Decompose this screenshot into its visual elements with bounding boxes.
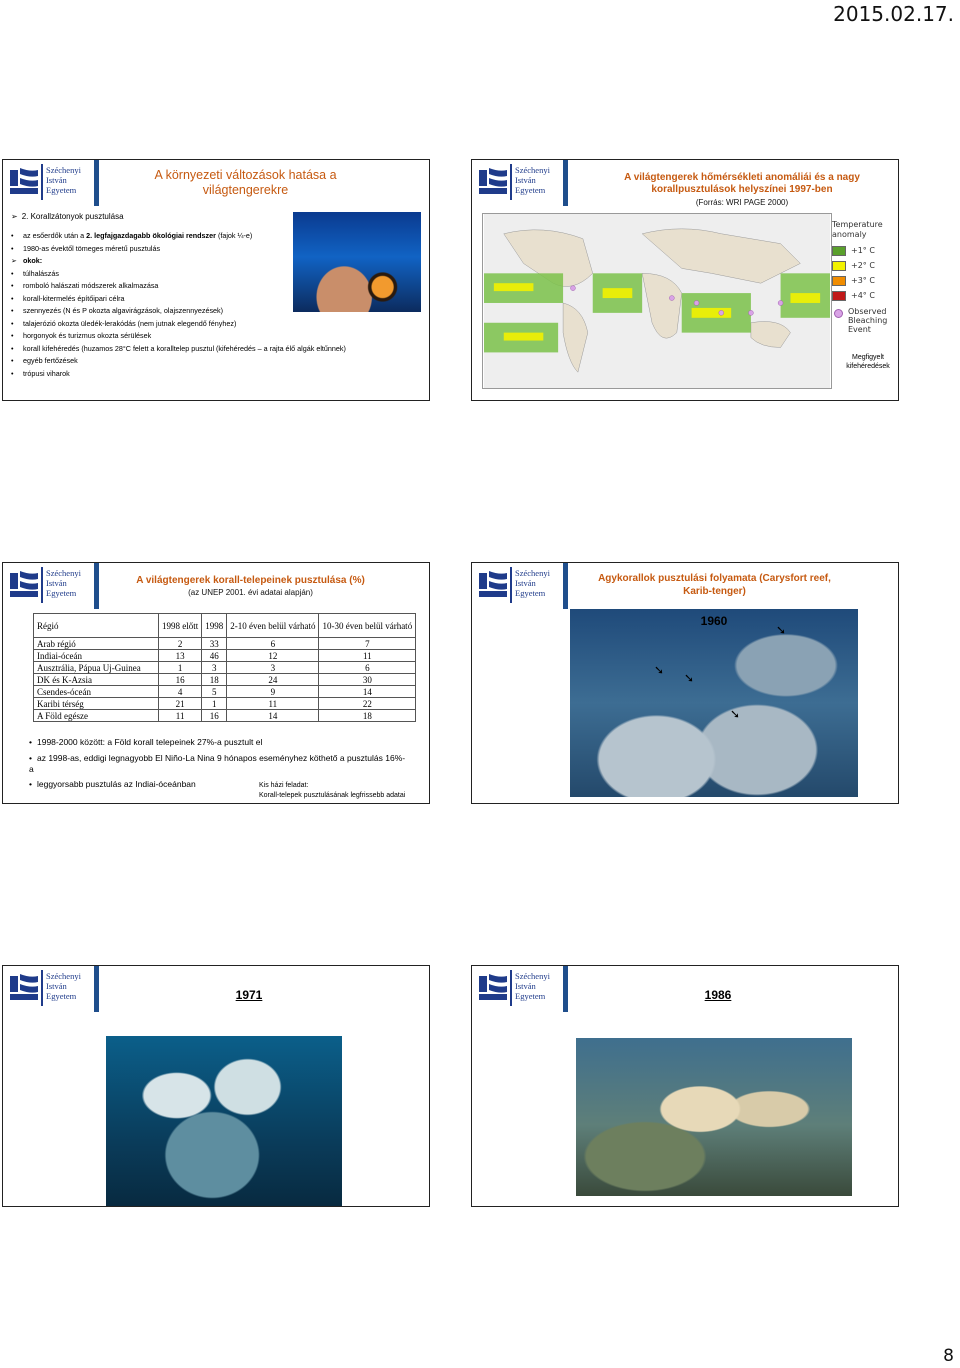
slide-title: A világtengerek hőmérsékleti anomáliái és a nagy korallpusztulások helyszínei 1997-ben	[624, 172, 860, 195]
threat-list-item: • trópusi viharok	[11, 368, 346, 381]
slide-title: 1986	[704, 988, 732, 1002]
side-bar	[563, 563, 568, 609]
legend-item: +4° C	[832, 288, 896, 303]
table-cell: 46	[202, 650, 227, 662]
table-cell: Csendes-óceán	[34, 686, 159, 698]
threat-list-item: • egyéb fertőzések	[11, 355, 346, 368]
bullet-icon: •	[11, 306, 14, 315]
table-cell: Indiai-óceán	[34, 650, 159, 662]
table-cell: 3	[202, 662, 227, 674]
threat-list-item: • korall-kitermelés építőipari célra	[11, 293, 346, 306]
slide-brain-coral-1960	[471, 562, 899, 804]
table-cell: 14	[227, 710, 319, 722]
logo-text-line3: Egyetem	[46, 185, 77, 195]
slide-1971	[2, 965, 430, 1207]
university-logo-icon	[8, 972, 40, 1002]
logo-text-line2: István	[46, 175, 67, 185]
legend-swatch	[832, 291, 846, 301]
threat-list-item: • romboló halászati módszerek alkalmazása	[11, 280, 346, 293]
table-header-cell: Régió	[34, 614, 159, 638]
slide-coral-reef-threats	[2, 159, 430, 401]
table-cell: 14	[319, 686, 416, 698]
legend-swatch	[832, 246, 846, 256]
arrow-icon: ➘	[654, 663, 665, 677]
source-note: (Forrás: WRI PAGE 2000)	[695, 198, 789, 207]
table-cell: DK és K-Azsia	[34, 674, 159, 686]
table-cell: 12	[227, 650, 319, 662]
bullet-3: • leggyorsabb pusztulás az Indiai-óceánban	[29, 779, 196, 789]
bullet-icon: •	[11, 331, 14, 340]
slide-title: Agykorallok pusztulási folyamata (Carysfort reef, Karib-tenger)	[598, 573, 831, 597]
threat-list-item: • szennyezés (N és P okozta algavirágzások, olajszennyezések)	[11, 305, 346, 318]
threat-list-item: • az esőerdők után a 2. legfajgazdagabb ökológiai rendszer (fajok ¼-e)	[11, 230, 346, 243]
legend-item: +2° C	[832, 258, 896, 273]
threat-list-item: ➢ okok:	[11, 255, 346, 268]
table-cell: 5	[202, 686, 227, 698]
table-cell: 9	[227, 686, 319, 698]
table-cell: 4	[159, 686, 202, 698]
table-cell: 13	[159, 650, 202, 662]
university-logo-icon	[477, 569, 509, 599]
table-cell: 2	[159, 638, 202, 650]
page-number: 8	[943, 1346, 954, 1366]
side-bar	[94, 160, 99, 206]
university-logo: Széchenyi István Egyetem	[477, 164, 565, 200]
table-row	[34, 650, 416, 662]
university-logo-icon	[477, 166, 509, 196]
source-note: (az UNEP 2001. évi adatai alapján)	[188, 588, 313, 597]
table-cell: 16	[202, 710, 227, 722]
photo-year: 1960	[700, 614, 728, 628]
bullet-icon: •	[11, 231, 14, 240]
threat-list-item: • túlhalászás	[11, 268, 346, 281]
slide-title: A környezeti változások hatása a világtengerekre	[154, 168, 337, 197]
table-cell: 7	[319, 638, 416, 650]
table-cell: A Föld egésze	[34, 710, 159, 722]
bullet-icon: •	[11, 343, 14, 353]
arrow-icon: ➘	[730, 707, 741, 721]
table-row	[34, 698, 416, 710]
coral-photo-1986	[576, 1038, 852, 1196]
table-row	[34, 638, 416, 650]
legend-item: +3° C	[832, 273, 896, 288]
threat-list-item: • horgonyok és turizmus okozta sérülések	[11, 330, 346, 343]
arrow-bullet-icon: ➢	[11, 212, 18, 221]
homework-note: Kis házi feladat: Korall-telepek pusztulásának legfrissebb adatai	[259, 782, 406, 799]
bullet-icon: •	[11, 368, 14, 378]
section-heading: ➢ 2. Korallzátonyok pusztulása	[11, 212, 124, 221]
university-logo-icon	[8, 569, 40, 599]
logo-text-line1: Széchenyi	[46, 165, 81, 175]
side-bar	[563, 160, 568, 206]
table-row	[34, 686, 416, 698]
university-logo-icon	[477, 972, 509, 1002]
bullet-1: • 1998-2000 között: a Föld korall telepeinek 27%-a pusztult el	[29, 737, 263, 747]
table-cell: Arab régió	[34, 638, 159, 650]
university-logo: Széchenyi István Egyetem	[8, 970, 96, 1006]
world-anomaly-map	[482, 213, 832, 389]
table-cell: 3	[227, 662, 319, 674]
bleaching-event-marker-icon	[834, 309, 843, 318]
slide-title: 1971	[235, 988, 263, 1002]
university-logo	[8, 164, 96, 200]
bullet-icon: ➢	[11, 256, 18, 265]
table-cell: 11	[227, 698, 319, 710]
slide-1986	[471, 965, 899, 1207]
table-header-cell: 1998	[202, 614, 227, 638]
table-cell: 1	[159, 662, 202, 674]
table-row	[34, 674, 416, 686]
table-cell: 6	[319, 662, 416, 674]
table-cell: 16	[159, 674, 202, 686]
table-cell: 33	[202, 638, 227, 650]
coral-photo-1971	[106, 1036, 342, 1206]
table-row	[34, 662, 416, 674]
bullet-icon: •	[11, 318, 14, 328]
table-cell: 6	[227, 638, 319, 650]
table-cell: Karibi térség	[34, 698, 159, 710]
threat-list-item: • talajerózió okozta üledék-lerakódás (nem jutnak elegendő fényhez)	[11, 318, 346, 331]
table-cell: 11	[319, 650, 416, 662]
legend-item: +1° C	[832, 243, 896, 258]
table-cell: 11	[159, 710, 202, 722]
bullet-icon: •	[11, 281, 14, 290]
table-cell: Ausztrália, Pápua Uj-Guinea	[34, 662, 159, 674]
arrow-icon: ➘	[776, 623, 787, 637]
table-header-cell: 1998 előtt	[159, 614, 202, 638]
slide-temperature-anomalies	[471, 159, 899, 401]
bullet-2: • az 1998-as, eddigi legnagyobb El Niño-La Nina 9 hónapos eseményhez köthető a pusztulás 16%-a	[29, 753, 406, 774]
table-row	[34, 710, 416, 722]
table-cell: 18	[319, 710, 416, 722]
threat-list-item: • 1980-as évektől tömeges méretű pusztulás	[11, 243, 346, 256]
table-cell: 1	[202, 698, 227, 710]
slide-title: A világtengerek korall-telepeinek pusztulása (%)	[136, 575, 365, 586]
university-logo-icon	[8, 166, 40, 196]
table-cell: 30	[319, 674, 416, 686]
bullet-icon: •	[11, 293, 14, 303]
university-logo: Széchenyi István Egyetem	[8, 567, 96, 603]
table-cell: 18	[202, 674, 227, 686]
slide-coral-loss-table	[2, 562, 430, 804]
university-logo: Széchenyi István Egyetem	[477, 970, 565, 1006]
legend-swatch	[832, 276, 846, 286]
table-header-cell: 2-10 éven belül várható	[227, 614, 319, 638]
university-logo: Széchenyi István Egyetem	[477, 567, 565, 603]
brain-coral-photo	[570, 609, 858, 797]
bullet-icon: •	[11, 268, 14, 278]
legend-swatch	[832, 261, 846, 271]
table-header-cell: 10-30 éven belül várható	[319, 614, 416, 638]
arrow-icon: ➘	[684, 671, 695, 685]
bullet-icon: •	[11, 356, 14, 365]
coral-loss-table	[33, 613, 416, 722]
map-note: Megfigyelt kifehéredések	[846, 354, 890, 370]
table-cell: 22	[319, 698, 416, 710]
threat-list-item: • korall kifehéredés (huzamos 28°C felett a koralltelep pusztul (kifehéredés – a rajta élő algák eltűnnek)	[11, 343, 346, 356]
map-legend: Temperature anomaly +1° C +2° C +3° C +4° C Observed Bleaching Event	[832, 220, 896, 334]
page-date: 2015.02.17.	[833, 2, 954, 26]
side-bar	[94, 563, 99, 609]
threat-list	[11, 230, 346, 380]
table-cell: 24	[227, 674, 319, 686]
bullet-icon: •	[11, 243, 14, 253]
table-cell: 21	[159, 698, 202, 710]
